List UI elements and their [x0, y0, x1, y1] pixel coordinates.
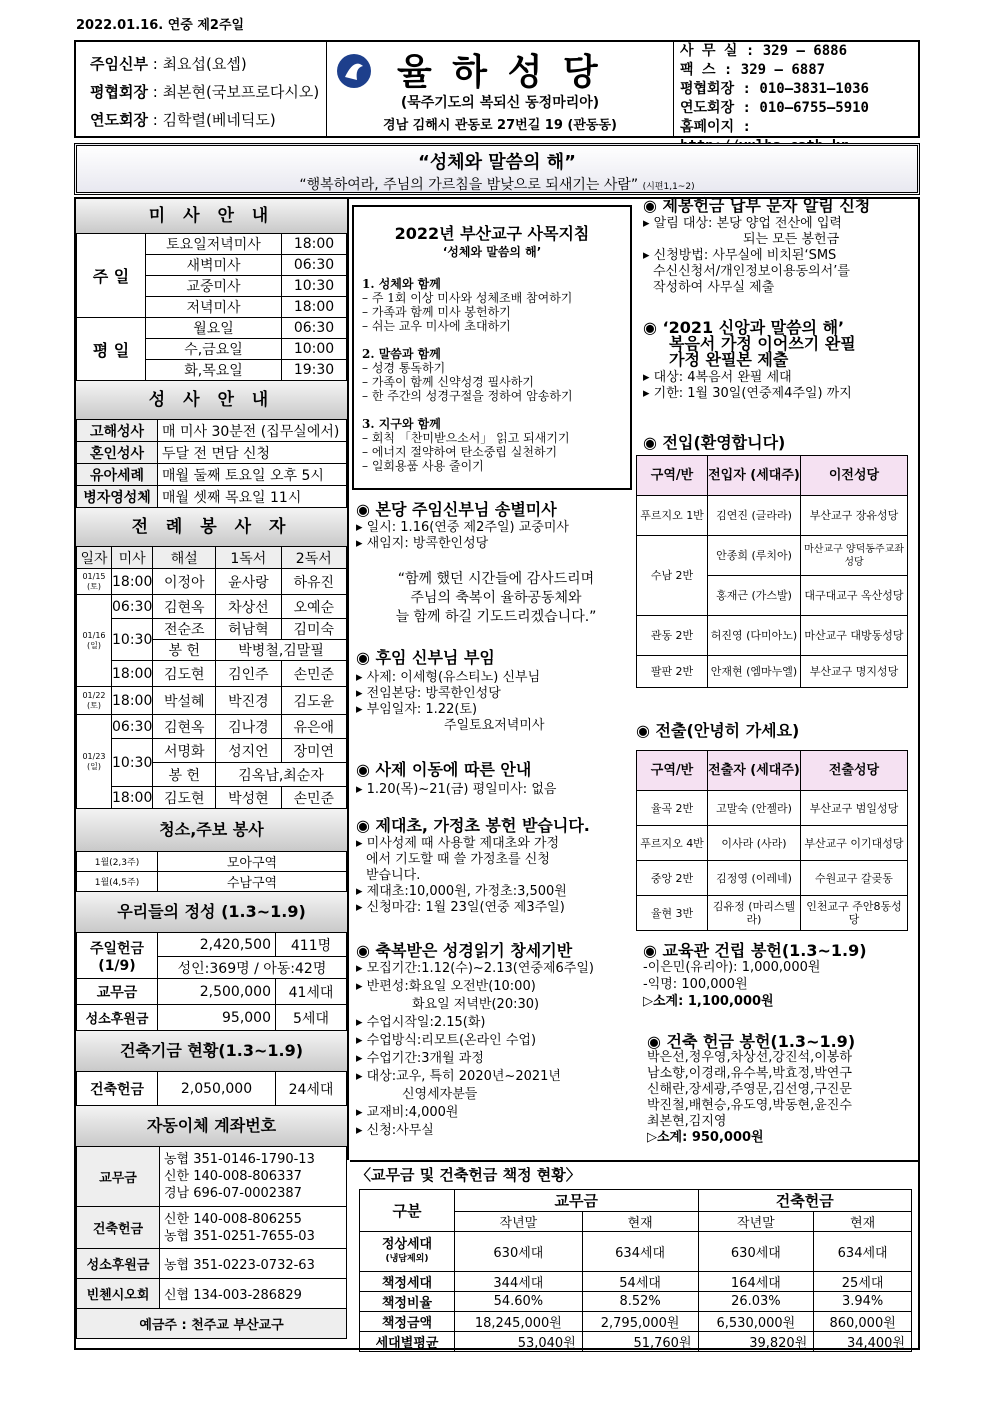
- bible-line: ▸ 수업방식:리모트(온라인 수업): [356, 1033, 537, 1048]
- building-table: [76, 1071, 347, 1106]
- buildgift-line: 박은선,정우영,차상선,강진석,이봉하: [647, 1050, 852, 1065]
- offering-detail: 성인:369명 / 아동:42명: [158, 957, 347, 979]
- bible-line: ▸ 수업기간:3개월 과정: [356, 1051, 484, 1066]
- transfer-line: ▸ 1.20(목)~21(금) 평일미사: 없음: [356, 782, 557, 797]
- offering-amount: 95,000: [158, 1005, 276, 1031]
- farewell-notice: [356, 502, 636, 627]
- server-cell: 장미연: [281, 739, 346, 763]
- server-cell: 윤사랑: [216, 569, 281, 595]
- moveout-table: [636, 750, 908, 931]
- assess-cell: 164세대: [698, 1272, 814, 1292]
- offering-amount: 2,500,000: [158, 979, 276, 1005]
- moveout-parish: 부산교구 범일성당: [801, 791, 908, 826]
- sacrament-detail: 매월 셋째 목요일 11시: [158, 486, 347, 508]
- moveout-zone: 율곡 2반: [637, 791, 708, 826]
- server-date: 01/22 (토): [77, 687, 112, 715]
- server-cell: 이정아: [153, 569, 216, 595]
- new-priest-line: ▸ 사제: 이세형(유스티노) 신부님: [356, 670, 541, 685]
- server-cell: 손민준: [281, 661, 346, 687]
- candle-title: ◉ 제대초, 가정초 봉헌 받습니다.: [356, 816, 590, 835]
- candle-line: ▸ 제대초:10,000원, 가정초:3,500원: [356, 884, 567, 899]
- account-label: 성소후원금: [77, 1249, 160, 1279]
- cleaning-period: 1월(2,3주): [77, 852, 158, 872]
- mass-name: 새벽미사: [146, 255, 282, 276]
- server-mass: 06:30: [112, 595, 153, 619]
- col-header: 전입자 (세대주): [708, 456, 801, 496]
- sms-line: ▸ 알림 대상: 본당 양업 전산에 입력: [643, 216, 842, 231]
- new-priest-line: ▸ 부임일자: 1.22(토): [356, 702, 478, 717]
- building-amount: 2,050,000: [158, 1072, 276, 1106]
- farewell-line: ▸ 새임지: 방콕한인성당: [356, 536, 489, 551]
- bible-line: ▸ 대상:교우, 특히 2020년~2021년: [356, 1069, 561, 1084]
- server-cell: 김나경: [216, 715, 281, 739]
- server-mass: 18:00: [112, 569, 153, 595]
- moveout-zone: 중앙 2반: [637, 861, 708, 896]
- row-label: 책정금액: [360, 1312, 455, 1332]
- sacrament-detail: 두달 전 면담 신청: [158, 442, 347, 464]
- server-cell: 유은애: [281, 715, 346, 739]
- guide-body: [362, 277, 573, 473]
- moveout-zone: 푸르지오 4반: [637, 826, 708, 861]
- server-cell: 김현옥: [153, 715, 216, 739]
- assess-cell: 26.03%: [698, 1292, 814, 1312]
- assess-cell: 634세대: [582, 1232, 698, 1272]
- assess-cell: 6,530,000원: [698, 1312, 814, 1332]
- moveout-person: 김유정 (마리스텔라): [708, 896, 801, 931]
- new-priest-line: 주일토요저녁미사: [444, 718, 545, 733]
- transfer-notice: [356, 762, 636, 798]
- col-header: 전출자 (세대주): [708, 751, 801, 791]
- assess-divider: [350, 1160, 918, 1162]
- mass-time: 10:00: [282, 339, 347, 360]
- moveout-person: 이사라 (사라): [708, 826, 801, 861]
- header: [74, 40, 920, 138]
- candle-line: 에서 기도할 때 쓸 가정초를 신청: [366, 852, 550, 867]
- server-cell: 박병철,김말필: [216, 640, 347, 661]
- account-label: 빈첸시오회: [77, 1279, 160, 1309]
- gospel-notice: [643, 320, 918, 402]
- row-note: (냉담제외): [385, 1253, 429, 1264]
- bible-line: 신영세자분들: [402, 1087, 478, 1102]
- movein-parish: 마산교구 양덕동주교좌성당: [801, 536, 908, 576]
- account-number: 신한 140-008-806337: [164, 1169, 302, 1184]
- church-title-box: [326, 42, 674, 136]
- mass-name: 저녁미사: [146, 297, 282, 318]
- theme-quote: “행복하여라, 주님의 가르침을 밤낮으로 되새기는 사람”: [299, 177, 639, 193]
- guide-subtitle: ‘성체와 말씀의 해’: [442, 245, 542, 259]
- left-column: [76, 199, 347, 1339]
- assess-cell: 860,000원: [814, 1312, 912, 1332]
- offering-count: 411명: [276, 933, 347, 957]
- server-cell: 전순조: [153, 619, 216, 640]
- edu-notice: [643, 942, 918, 1010]
- server-cell: 허남혁: [216, 619, 281, 640]
- movein-parish: 부산교구 장유성당: [801, 496, 908, 536]
- transfer-title: ◉ 사제 이동에 따른 안내: [356, 760, 532, 779]
- theme-title: “성체와 말씀의 해”: [418, 152, 576, 173]
- assess-cell: 54.60%: [455, 1292, 583, 1312]
- bible-line: 화요일 저녁반(20:30): [412, 997, 540, 1012]
- assess-cell: 630세대: [698, 1232, 814, 1272]
- cleaning-table: [76, 851, 347, 892]
- offering-table: [76, 932, 347, 1031]
- building-title: 건축기금 현황(1.3~1.9): [76, 1031, 347, 1071]
- mass-sunday-label: 주 일: [77, 234, 146, 318]
- row-label: 세대별평균: [360, 1332, 455, 1352]
- assess-cell: 54세대: [582, 1272, 698, 1292]
- sacrament-name: 고해성사: [77, 420, 158, 442]
- offering-count: 41세대: [276, 979, 347, 1005]
- buildgift-title: ◉ 건축 헌금 봉헌(1.3~1.9): [647, 1032, 856, 1051]
- movein-person: 안재현 (엠마누엘): [708, 656, 801, 688]
- movein-title: ◉ 전입(환영합니다): [643, 433, 786, 452]
- account-label: 건축헌금: [77, 1207, 160, 1249]
- mass-time: 18:00: [282, 234, 347, 255]
- movein-parish: 마산교구 대방동성당: [801, 616, 908, 656]
- col-header: 미사: [112, 547, 153, 569]
- staff-item: 연도회장 : 김학렬(베네딕도): [90, 111, 276, 129]
- movein-person: 안종희 (루치아): [708, 536, 801, 576]
- row-label: 책정비율: [360, 1292, 455, 1312]
- moveout-parish: 인천교구 주안8동성당: [801, 896, 908, 931]
- server-cell: 김도현: [153, 787, 216, 809]
- buildgift-line: 최본현,김지영: [647, 1114, 727, 1129]
- sacrament-name: 유아세례: [77, 464, 158, 486]
- movein-zone: 수남 2반: [637, 536, 708, 616]
- church-title: 율 하 성 당: [397, 52, 602, 93]
- movein-person: 홍재근 (가스발): [708, 576, 801, 616]
- sms-title: ◉ 제봉헌금 납부 문자 알림 신청: [643, 196, 871, 215]
- guide-item: – 회칙 「찬미받으소서」 읽고 되새기기: [362, 431, 570, 445]
- cleaning-team: 모아구역: [158, 852, 347, 872]
- gospel-line: ▸ 기한: 1월 30일(연중제4주일) 까지: [643, 386, 852, 401]
- guide-item: – 가족과 함께 미사 봉헌하기: [362, 305, 511, 319]
- server-date: 01/23 (일): [77, 715, 112, 809]
- assess-cell: 34,400원: [814, 1332, 912, 1352]
- account-holder: 예금주 : 천주교 부산교구: [77, 1309, 347, 1339]
- farewell-line: ▸ 일시: 1.16(연중 제2주일) 교중미사: [356, 520, 569, 535]
- theme-ref: (시편1,1~2): [642, 182, 695, 192]
- sacrament-title: 성 사 안 내: [76, 381, 347, 419]
- church-subtitle: (묵주기도의 복되신 동정마리아): [400, 95, 600, 111]
- moveout-person: 김정영 (이레네): [708, 861, 801, 896]
- contact-president: 평협회장 : 010–3831–1036: [680, 81, 869, 97]
- assess-title: 〈교무금 및 건축헌금 책정 현황〉: [356, 1166, 581, 1184]
- buildgift-notice: [647, 1034, 922, 1146]
- edu-total: ▷소계: 1,100,000원: [643, 994, 774, 1009]
- guide-heading: 1. 성체와 함께: [362, 277, 441, 291]
- staff-item: 평협회장 : 최본현(국보프로다시오): [90, 83, 320, 101]
- offering-label: 주일헌금 (1/9): [77, 933, 158, 979]
- servers-table: [76, 546, 347, 809]
- server-cell: 김옥남,최순자: [216, 763, 347, 787]
- edu-line: -이은민(유리아): 1,000,000원: [643, 960, 821, 975]
- server-mass: 18:00: [112, 787, 153, 809]
- servers-title: 전 례 봉 사 자: [76, 508, 347, 546]
- sms-line: 수신신청서/개인정보이용동의서’를: [653, 264, 850, 279]
- guide-item: – 쉬는 교우 미사에 초대하기: [362, 319, 511, 333]
- contact-homepage[interactable]: 홈페이지 :: [680, 119, 751, 135]
- farewell-quote: “함께 했던 시간들에 감사드리며: [397, 571, 595, 587]
- assess-cell: 18,245,000원: [455, 1312, 583, 1332]
- date-line: 2022.01.16. 연중 제2주일: [76, 18, 245, 33]
- contact-yeondo: 연도회장 : 010–6755–5910: [680, 100, 869, 116]
- guide-item: – 가족이 함께 신약성경 필사하기: [362, 375, 534, 389]
- guide-item: – 에너지 절약하여 탄소중립 실천하기: [362, 445, 558, 459]
- movein-parish: 부산교구 명지성당: [801, 656, 908, 688]
- bible-notice: [356, 942, 636, 1140]
- mass-name: 화,목요일: [146, 360, 282, 381]
- server-cell: 오예순: [281, 595, 346, 619]
- col-header: 2독서: [281, 547, 346, 569]
- server-mass: 10:30: [112, 739, 153, 787]
- col-header: 구역/반: [637, 456, 708, 496]
- server-cell: 김현옥: [153, 595, 216, 619]
- bible-line: ▸ 수업시작일:2.15(화): [356, 1015, 486, 1030]
- col-header: 이전성당: [801, 456, 908, 496]
- server-cell: 박진경: [216, 687, 281, 715]
- staff-list: [90, 50, 319, 134]
- mass-title: 미 사 안 내: [76, 199, 347, 233]
- candle-line: ▸ 미사성제 때 사용할 제대초와 가정: [356, 836, 559, 851]
- guide-heading: 3. 지구와 함께: [362, 417, 441, 431]
- server-date: 01/15 (토): [77, 569, 112, 595]
- guide-item: – 일회용품 사용 줄이기: [362, 459, 484, 473]
- server-mass: 18:00: [112, 661, 153, 687]
- guide-box: [352, 205, 632, 490]
- bible-title: ◉ 축복받은 성경읽기 창세기반: [356, 941, 573, 960]
- movein-table: [636, 455, 908, 688]
- col-header: 구분: [360, 1190, 455, 1232]
- offering-label: 교무금: [77, 979, 158, 1005]
- account-label: 교무금: [77, 1147, 160, 1207]
- server-cell: 손민준: [281, 787, 346, 809]
- assess-cell: 344세대: [455, 1272, 583, 1292]
- col-header: 구역/반: [637, 751, 708, 791]
- col-header: 현재: [582, 1212, 698, 1232]
- farewell-quote: 늘 함께 하길 기도드리겠습니다.”: [395, 609, 597, 625]
- server-cell: 김도현: [153, 661, 216, 687]
- gospel-title: ◉ ‘2021 신앙과 말씀의 해’: [643, 318, 845, 337]
- new-priest-notice: [356, 650, 636, 734]
- mass-time: 06:30: [282, 255, 347, 276]
- movein-parish: 대구대교구 옥산성당: [801, 576, 908, 616]
- server-cell: 서명화: [153, 739, 216, 763]
- buildgift-line: 남소향,이경래,유수복,박효정,박연구: [647, 1066, 852, 1081]
- server-cell: 김인주: [216, 661, 281, 687]
- assess-cell: 2,795,000원: [582, 1312, 698, 1332]
- building-label: 건축헌금: [77, 1072, 158, 1106]
- sacrament-table: [76, 419, 347, 508]
- sms-notice: [643, 198, 918, 296]
- candle-line: ▸ 신청마감: 1월 23일(연중 제3주일): [356, 900, 565, 915]
- assess-cell: 51,760원: [582, 1332, 698, 1352]
- bible-line: ▸ 모집기간:1.12(수)~2.13(연중제6주일): [356, 961, 594, 976]
- candle-notice: [356, 818, 636, 916]
- candle-line: 받습니다.: [366, 868, 421, 883]
- server-cell: 김미숙: [281, 619, 346, 640]
- server-cell: 김도윤: [281, 687, 346, 715]
- sacrament-detail: 매월 둘째 토요일 오후 5시: [158, 464, 347, 486]
- accounts-table: [76, 1146, 347, 1339]
- buildgift-total: ▷소계: 950,000원: [647, 1130, 764, 1145]
- server-cell: 박성현: [216, 787, 281, 809]
- movein-person: 허진영 (다미아노): [708, 616, 801, 656]
- farewell-quote: 주님의 축복이 율하공동체와: [410, 590, 582, 606]
- staff-item: 주임신부 : 최요섭(요셉): [90, 55, 247, 73]
- moveout-person: 고말숙 (안젤라): [708, 791, 801, 826]
- gospel-title: 가정 완필본 제출: [669, 350, 789, 369]
- farewell-title: ◉ 본당 주임신부님 송별미사: [356, 500, 557, 519]
- church-logo-icon: [335, 52, 373, 90]
- guide-item: – 성경 통독하기: [362, 361, 446, 375]
- offering-label: 성소후원금: [77, 1005, 158, 1031]
- server-cell: 하유진: [281, 569, 346, 595]
- col-header: 작년말: [455, 1212, 583, 1232]
- moveout-title: ◉ 전출(안녕히 가세요): [636, 721, 800, 740]
- guide-item: – 주 1회 이상 미사와 성체조배 참여하기: [362, 291, 573, 305]
- gospel-line: ▸ 대상: 4복음서 완필 세대: [643, 370, 792, 385]
- movein-person: 김연진 (글라라): [708, 496, 801, 536]
- bible-line: ▸ 반편성:화요일 오전반(10:00): [356, 979, 536, 994]
- server-mass: 10:30: [112, 619, 153, 661]
- sacrament-detail: 매 미사 30분전 (집무실에서): [158, 420, 347, 442]
- mass-time: 10:30: [282, 276, 347, 297]
- theme-banner: [74, 143, 920, 195]
- movein-zone: 관동 2반: [637, 616, 708, 656]
- col-header: 작년말: [698, 1212, 814, 1232]
- bible-line: ▸ 신청:사무실: [356, 1123, 434, 1138]
- cleaning-title: 청소,주보 봉사: [76, 809, 347, 851]
- col-header: 교무금: [455, 1190, 699, 1212]
- building-count: 24세대: [276, 1072, 347, 1106]
- assess-cell: 634세대: [814, 1232, 912, 1272]
- moveout-parish: 부산교구 이기대성당: [801, 826, 908, 861]
- row-label: 정상세대: [381, 1236, 433, 1252]
- cleaning-period: 1월(4,5주): [77, 872, 158, 892]
- server-cell: 봉 헌: [153, 763, 216, 787]
- mass-name: 수,금요일: [146, 339, 282, 360]
- contact-office: 사 무 실 : 329 – 6886: [680, 43, 848, 59]
- accounts-title: 자동이체 계좌번호: [76, 1106, 347, 1146]
- server-cell: 성지언: [216, 739, 281, 763]
- mass-name: 월요일: [146, 318, 282, 339]
- sms-line: 작성하여 사무실 제출: [653, 280, 775, 295]
- new-priest-title: ◉ 후임 신부님 부임: [356, 648, 495, 667]
- mass-time: 06:30: [282, 318, 347, 339]
- server-mass: 18:00: [112, 687, 153, 715]
- cleaning-team: 수남구역: [158, 872, 347, 892]
- mass-time: 18:00: [282, 297, 347, 318]
- assess-cell: 39,820원: [698, 1332, 814, 1352]
- assess-cell: 8.52%: [582, 1292, 698, 1312]
- col-header: 전출성당: [801, 751, 908, 791]
- mass-name: 토요일저녁미사: [146, 234, 282, 255]
- server-cell: 박설혜: [153, 687, 216, 715]
- account-number: 농협 351-0251-7655-03: [164, 1228, 315, 1244]
- col-header: 건축헌금: [698, 1190, 912, 1212]
- account-number: 농협 351-0146-1790-13: [164, 1152, 315, 1167]
- server-cell: 차상선: [216, 595, 281, 619]
- guide-title: 2022년 부산교구 사목지침: [394, 224, 590, 243]
- server-mass: 06:30: [112, 715, 153, 739]
- server-date: 01/16 (일): [77, 595, 112, 687]
- church-address: 경남 김해시 관동로 27번길 19 (관동동): [383, 118, 617, 133]
- account-number: 신한 140-008-806255: [164, 1211, 302, 1227]
- assess-cell: 3.94%: [814, 1292, 912, 1312]
- assess-table: [359, 1189, 912, 1352]
- offering-count: 5세대: [276, 1005, 347, 1031]
- contacts: [680, 42, 918, 156]
- mass-weekday-label: 평 일: [77, 318, 146, 381]
- offering-title: 우리들의 정성 (1.3~1.9): [76, 892, 347, 932]
- movein-zone: 팔판 2반: [637, 656, 708, 688]
- assess-cell: 630세대: [455, 1232, 583, 1272]
- new-priest-line: ▸ 전임본당: 방콕한인성당: [356, 686, 501, 701]
- mass-table: [76, 233, 347, 381]
- col-header: 1독서: [216, 547, 281, 569]
- account-number: 농협 351-0223-0732-63: [160, 1249, 347, 1279]
- sms-line: ▸ 신청방법: 사무실에 비치된‘SMS: [643, 248, 837, 263]
- mass-name: 교중미사: [146, 276, 282, 297]
- col-header: 해설: [153, 547, 216, 569]
- account-number: 경남 696-07-0002387: [164, 1186, 302, 1201]
- buildgift-line: 박진철,배현승,유도영,박동현,윤진수: [647, 1098, 852, 1113]
- edu-title: ◉ 교육관 건립 봉헌(1.3~1.9): [643, 941, 867, 960]
- server-cell: 봉 헌: [153, 640, 216, 661]
- row-label: 책정세대: [360, 1272, 455, 1292]
- bible-line: ▸ 교재비:4,000원: [356, 1105, 459, 1120]
- edu-line: -익명: 100,000원: [643, 977, 748, 992]
- assess-cell: 25세대: [814, 1272, 912, 1292]
- account-number: 신협 134-003-286829: [160, 1279, 347, 1309]
- col-header: 현재: [814, 1212, 912, 1232]
- sacrament-name: 혼인성사: [77, 442, 158, 464]
- movein-zone: 푸르지오 1반: [637, 496, 708, 536]
- offering-amount: 2,420,500: [158, 933, 276, 957]
- column-divider: [347, 197, 349, 1160]
- moveout-parish: 수원교구 갈곶동: [801, 861, 908, 896]
- sms-line: 되는 모든 봉헌금: [743, 232, 840, 247]
- contact-fax: 팩 스 : 329 – 6887: [680, 62, 826, 78]
- sacrament-name: 병자영성체: [77, 486, 158, 508]
- guide-item: – 한 주간의 성경구절을 정하여 암송하기: [362, 389, 573, 403]
- guide-heading: 2. 말씀과 함께: [362, 347, 441, 361]
- gospel-title: 복음서 가정 이어쓰기 완필: [669, 334, 856, 353]
- buildgift-line: 신해란,장세광,주영문,김선영,구진문: [647, 1082, 852, 1097]
- mass-time: 19:30: [282, 360, 347, 381]
- moveout-zone: 율현 3반: [637, 896, 708, 931]
- col-header: 일자: [77, 547, 112, 569]
- assess-cell: 53,040원: [455, 1332, 583, 1352]
